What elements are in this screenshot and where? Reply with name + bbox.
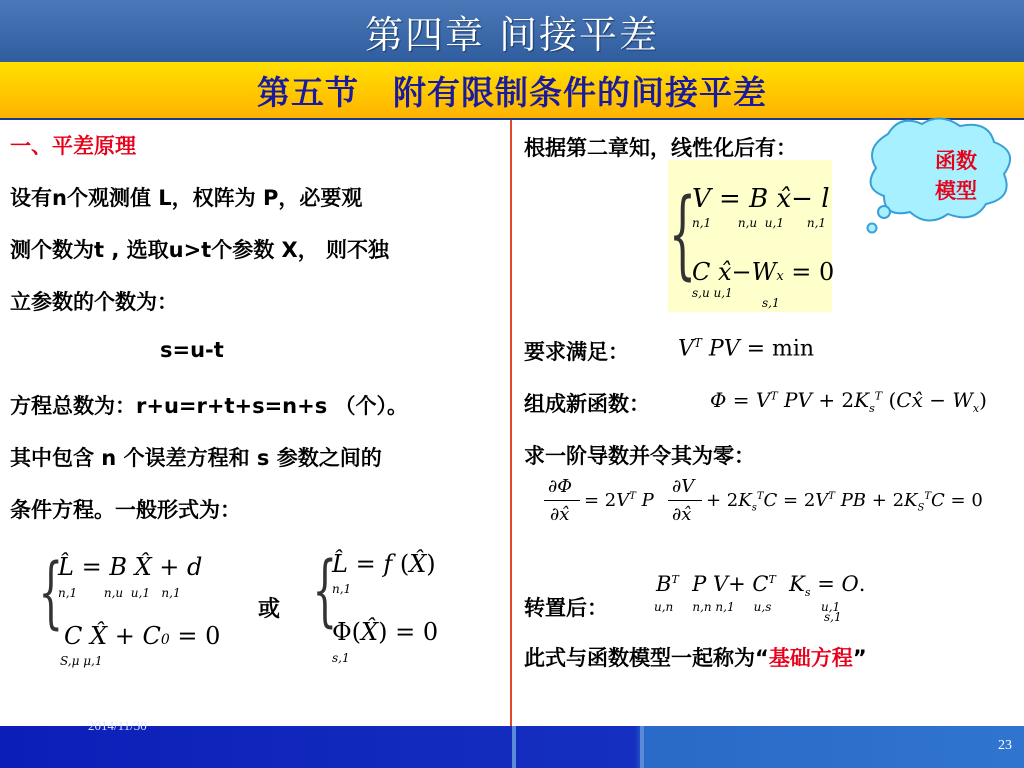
text-line-4: 方程总数为：r+u=r+t+s=n+s （个）。 [10, 394, 409, 418]
footer-divider-1 [512, 726, 516, 768]
principle-heading: 一、平差原理 [10, 134, 136, 158]
minimum-condition: $V^T$ PV = min [678, 336, 815, 362]
text-line-2: 测个数为t , 选取u>t个参数 X， 则不独 [10, 238, 390, 262]
final-suffix: ” [852, 646, 867, 670]
chapter-title-bar [0, 0, 1024, 64]
new-function-formula: $\Phi = V^T$ PV + $2K_s^T$ (Cx̂ − $W_x$) [710, 388, 987, 415]
text-line-1: 设有n个观测值 L，权阵为 P，必要观 [10, 186, 363, 210]
footer-bar [0, 726, 1024, 768]
bubble-line-2: 模型 [935, 179, 977, 203]
text-line-5: 其中包含 n 个误差方程和 s 参数之间的 [10, 446, 382, 470]
text-line-3: 立参数的个数为： [10, 290, 178, 314]
function-model-bubble-text [924, 146, 988, 206]
requirement-label: 要求满足： [524, 340, 629, 364]
final-statement [524, 642, 867, 672]
new-function-label: 组成新函数： [524, 392, 650, 416]
column-divider [510, 120, 512, 768]
section-title: 第五节 附有限制条件的间接平差 [257, 72, 767, 112]
chapter-title: 第四章 间接平差 [364, 12, 660, 57]
footer-divider-2 [640, 726, 644, 768]
or-label: 或 [258, 597, 281, 622]
text-line-6: 条件方程。一般形式为： [10, 498, 241, 522]
derivative-label: 求一阶导数并令其为零： [524, 444, 755, 468]
linearized-intro: 根据第二章知，线性化后有： [524, 136, 797, 160]
transpose-label: 转置后： [524, 596, 608, 620]
basic-equation-term: 基础方程 [768, 646, 853, 670]
s-equation: s=u-t [160, 338, 224, 362]
bubble-line-1: 函数 [935, 149, 977, 173]
footer-date: 2014/11/30 [88, 718, 147, 733]
page-number: 23 [998, 738, 1012, 753]
final-prefix: 此式与函数模型一起称为“ [524, 646, 769, 670]
